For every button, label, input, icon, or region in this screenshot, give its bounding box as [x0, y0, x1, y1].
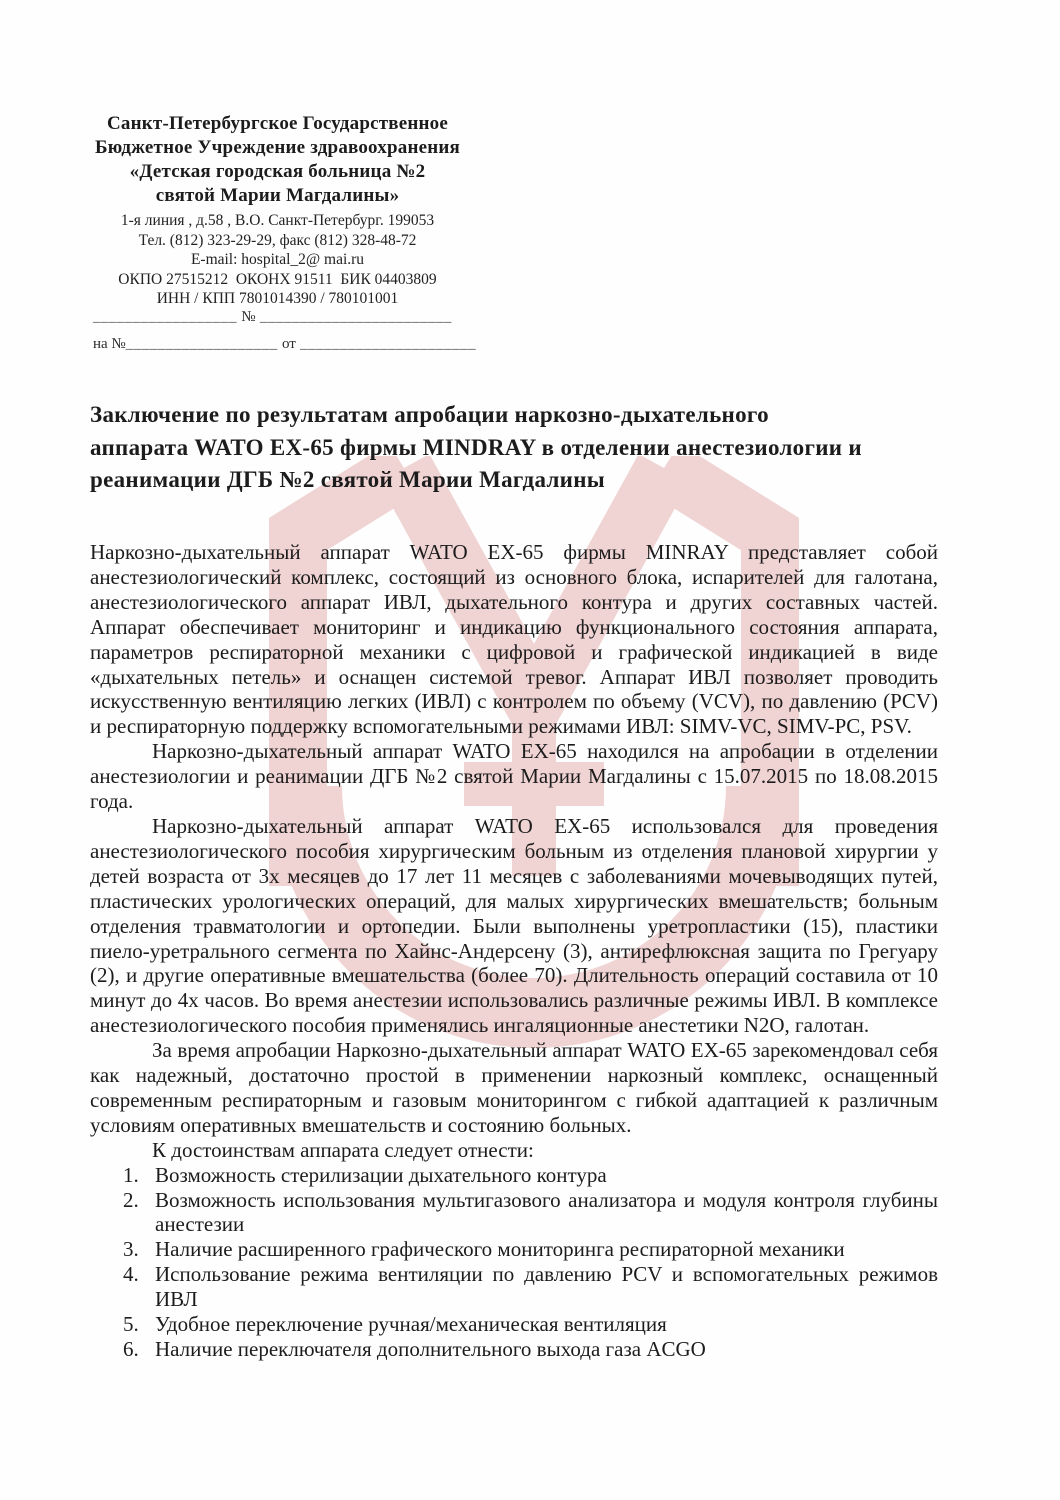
outgoing-number-line	[93, 304, 473, 331]
number-blank-field: ________________________	[259, 309, 452, 325]
item-text: Удобное переключение ручная/механическая вентиляция	[155, 1312, 667, 1337]
paragraph-device-description: Наркозно-дыхательный аппарат WATO EX-65 фирмы MINRAY представляет собой анестезиологический комплекс, состоящий из основного блока, испарителей для галотана, анестезиологического аппарат ИВЛ, дыхательного контура и других составных частей. Аппарат обеспечивает мониторинг и индикацию функционального состояния аппарата, параметров респираторной механики с цифровой и графической индикацией в виде «дыхательных петель» и оснащен системой тревог. Аппарат ИВЛ позволяет проводить искусственную вентиляцию легких (ИВЛ) с контролем по объему (VCV), по давлению (PCV) и респираторную поддержку вспомогательными режимами ИВЛ: SIMV-VC, SIMV-PC, PSV.	[90, 540, 938, 739]
item-text: Возможность стерилизации дыхательного контура	[155, 1162, 607, 1187]
list-item	[90, 1312, 938, 1337]
org-name-line: «Детская городская больница №2	[129, 161, 426, 182]
org-name-line: Бюджетное Учреждение здравоохранения	[94, 137, 461, 158]
item-number: 3.	[123, 1237, 139, 1262]
reply-reference-line	[93, 331, 477, 358]
org-name-line: святой Марии Магдалины»	[155, 185, 400, 206]
item-number: 4.	[123, 1262, 139, 1287]
item-text: Наличие переключателя дополнительного выхода газа ACGO	[155, 1337, 706, 1361]
org-name-line: Санкт-Петербургское Государственное	[107, 113, 448, 134]
document-title-line: реанимации ДГБ №2 святой Марии Магдалины	[90, 467, 606, 492]
list-item	[90, 1337, 938, 1362]
letterhead	[55, 112, 500, 309]
reference-block	[93, 304, 477, 358]
list-item	[90, 1163, 938, 1188]
document-title-line: аппарата WATO EX-65 фирмы MINDRAY в отделении анестезиологии и	[90, 434, 862, 460]
ot-date-blank-field: ______________________	[300, 336, 477, 352]
na-number-blank-field: ___________________	[125, 336, 278, 352]
advantages-intro: К достоинствам аппарата следует отнести:	[152, 1137, 534, 1162]
advantages-list	[90, 1163, 938, 1362]
document-body	[90, 540, 938, 1362]
item-number: 1.	[123, 1162, 139, 1187]
item-text: Использование режима вентиляции по давлению PCV и вспомогательных режимов ИВЛ	[155, 1262, 938, 1312]
item-text: Возможность использования мультигазового анализатора и модуля контроля глубины анестезии	[155, 1187, 938, 1237]
number-sign-label: №	[241, 309, 256, 325]
item-text: Наличие расширенного графического мониторинга респираторной механики	[155, 1237, 845, 1262]
ot-date-label: от	[282, 336, 296, 352]
paragraph-evaluation: За время апробации Наркозно-дыхательный аппарат WATO EX-65 зарекомендовал себя как надежный, достаточно простой в применении наркозный комплекс, оснащенный современным респираторным и газовым мониторингом с гибкой адаптацией к различным условиям оперативных вмешательств и состоянию больных.	[90, 1038, 938, 1137]
org-codes-inn: ИНН / КПП 7801014390 / 780101001	[156, 290, 399, 307]
na-number-label: на №	[93, 336, 126, 352]
org-email: E-mail: hospital_2@ mai.ru	[190, 251, 365, 268]
document-title	[90, 399, 970, 497]
paragraph-usage-details: Наркозно-дыхательный аппарат WATO EX-65 использовался для проведения анестезиологического пособия хирургическим больным из отделения плановой хирургии у детей возраста от 3х месяцев до 17 лет 11 месяцев с заболеваниями мочевыводящих путей, пластических урологических операций, для малых хирургических вмешательств; больным отделения травматологии и ортопедии. Были выполнены уретропластики (15), пластики пиело-уретрального сегмента по Хайнс-Андерсену (3), антирефлюксная защита по Грегуару (2), и другие оперативные вмешательства (более 70). Длительность операций составила от 10 минут до 4х часов. Во время анестезии использовались различные режимы ИВЛ. В комплексе анестезиологического пособия применялись ингаляционные анестетики N2O, галотан.	[90, 813, 938, 1038]
date-blank-field: __________________	[93, 309, 237, 325]
document-title-line: Заключение по результатам апробации наркозно-дыхательного	[90, 402, 769, 427]
item-number: 2.	[123, 1187, 139, 1212]
org-phone-fax: Тел. (812) 323-29-29, факс (812) 328-48-72	[138, 231, 417, 249]
list-item	[90, 1262, 938, 1312]
item-number: 5.	[123, 1312, 139, 1337]
list-item	[90, 1188, 938, 1238]
org-address: 1-я линия , д.58 , В.О. Санкт-Петербург. 199053	[120, 212, 435, 229]
item-number: 6.	[123, 1337, 139, 1361]
org-codes-okpo: ОКПО 27515212 ОКОНХ 91511 БИК 04403809	[118, 270, 437, 288]
paragraph-trial-period: Наркозно-дыхательный аппарат WATO EX-65 находился на апробации в отделении анестезиологии и реанимации ДГБ №2 святой Марии Магдалины с 15.07.2015 по 18.08.2015 года.	[90, 739, 938, 814]
list-item	[90, 1237, 938, 1262]
